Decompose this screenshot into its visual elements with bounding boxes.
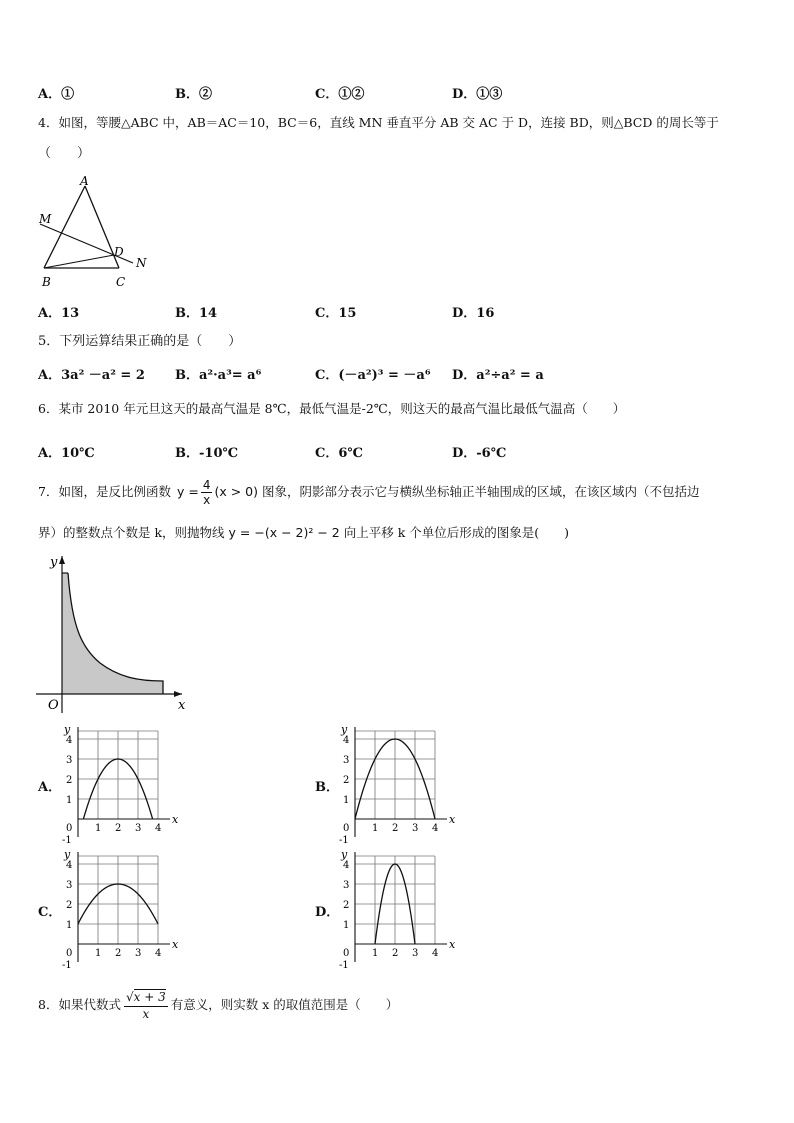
- x-tick-label: 3: [135, 823, 142, 834]
- q7-option-b-graph: [335, 715, 455, 843]
- main-origin-label: O: [48, 698, 59, 713]
- q7-option-c-graph: [58, 840, 178, 968]
- segment-bd: [44, 255, 114, 268]
- q5-option-a: A．3a² －a² = 2: [38, 368, 145, 383]
- y-tick-label: 1: [66, 795, 73, 806]
- x-tick-label: 1: [95, 823, 102, 834]
- y-tick-label: 4: [66, 860, 73, 871]
- x-tick-label: 4: [155, 823, 162, 834]
- q4-option-d: D．16: [452, 306, 495, 321]
- x-tick-label: 4: [155, 948, 162, 959]
- main-y-label: y: [50, 555, 58, 570]
- x-tick-label: 3: [412, 823, 419, 834]
- q7-line1: 7．如图，是反比例函数 y = $\frac{4}{x}$ (x > 0) 图象，阴影部分表示它与横纵坐标轴正半轴围成的区域，在该区域内（不包括边: [38, 477, 700, 507]
- q6-option-b: B．-10℃: [175, 446, 239, 461]
- q7-option-d-label: D．: [315, 905, 340, 920]
- q8-fraction: $\frac{√x + 3}{x}$: [125, 989, 166, 1021]
- neg-one-label: -1: [339, 835, 349, 843]
- x-tick-label: 3: [135, 948, 142, 959]
- q7-line2: 界）的整数点个数是 k，则抛物线 y = −(x − 2)² − 2 向上平移 k 个单位后形成的图象是( ): [38, 525, 570, 540]
- q5-option-c: C．(－a²)³ = －a⁶: [315, 368, 431, 383]
- q7-option-b-label: B．: [315, 780, 339, 795]
- x-tick-label: 1: [95, 948, 102, 959]
- y-tick-label: 4: [343, 860, 350, 871]
- q6-option-c: C．6℃: [315, 446, 363, 461]
- label-m: M: [39, 212, 52, 226]
- q6-option-d: D．-6℃: [452, 446, 507, 461]
- origin-label: 0: [343, 823, 350, 834]
- y-tick-label: 2: [343, 900, 350, 911]
- x-tick-label: 2: [115, 823, 122, 834]
- q3-option-d: D．①③: [452, 87, 503, 102]
- x-tick-label: 4: [432, 823, 439, 834]
- x-tick-label: 2: [392, 823, 399, 834]
- shaded-region: [62, 573, 163, 694]
- x-axis-label: x: [172, 813, 178, 826]
- y-tick-label: 3: [343, 755, 350, 766]
- x-tick-label: 1: [372, 823, 379, 834]
- main-x-label: x: [178, 698, 186, 713]
- x-tick-label: 3: [412, 948, 419, 959]
- x-tick-label: 2: [392, 948, 399, 959]
- q6-text: 6．某市 2010 年元旦这天的最高气温是 8℃，最低气温是-2℃，则这天的最高气温比最低气温高（ ）: [38, 401, 626, 416]
- q5-option-d: D．a²÷a² = a: [452, 368, 544, 383]
- q7-option-c-label: C．: [38, 905, 62, 920]
- origin-label: 0: [66, 823, 73, 834]
- q3-option-b: B．②: [175, 87, 213, 102]
- q7-option-d-graph: [335, 840, 455, 968]
- q7-fraction: $\frac{4}{x}$: [202, 477, 211, 507]
- q4-option-a: A．13: [38, 306, 80, 321]
- x-tick-label: 1: [372, 948, 379, 959]
- y-tick-label: 2: [66, 900, 73, 911]
- x-axis-label: x: [172, 938, 178, 951]
- q6-option-a: A．10℃: [38, 446, 95, 461]
- neg-one-label: -1: [62, 960, 72, 968]
- q5-option-b: B．a²·a³= a⁶: [175, 368, 262, 383]
- q4-text: 4．如图，等腰△ABC 中，AB＝AC＝10，BC＝6，直线 MN 垂直平分 AB 交 AC 于 D，连接 BD，则△BCD 的周长等于: [38, 115, 719, 130]
- q7-main-graph: [30, 548, 200, 713]
- x-tick-label: 4: [432, 948, 439, 959]
- y-axis-label: y: [341, 848, 348, 861]
- y-axis-label: y: [64, 723, 71, 736]
- label-b: B: [42, 275, 51, 289]
- y-axis-label: y: [64, 848, 71, 861]
- neg-one-label: -1: [339, 960, 349, 968]
- q5-text: 5．下列运算结果正确的是（ ）: [38, 334, 242, 349]
- q4-option-b: B．14: [175, 306, 218, 321]
- q8-line: 8．如果代数式 $\frac{√x + 3}{x}$ 有意义，则实数 x 的取值范围是（ ）: [38, 989, 399, 1021]
- x-axis-label: x: [449, 813, 455, 826]
- x-tick-label: 2: [115, 948, 122, 959]
- y-tick-label: 3: [66, 880, 73, 891]
- label-d: D: [114, 245, 124, 259]
- q4-triangle-figure: [30, 170, 160, 292]
- neg-one-label: -1: [62, 835, 72, 843]
- label-a: A: [80, 174, 89, 188]
- q4-option-c: C．15: [315, 306, 357, 321]
- y-axis-label: y: [341, 723, 348, 736]
- q3-option-a: A．①: [38, 87, 75, 102]
- origin-label: 0: [66, 948, 73, 959]
- y-tick-label: 3: [66, 755, 73, 766]
- y-tick-label: 3: [343, 880, 350, 891]
- y-tick-label: 1: [343, 920, 350, 931]
- origin-label: 0: [343, 948, 350, 959]
- q7-option-a-label: A．: [38, 780, 62, 795]
- q7-option-a-graph: [58, 715, 178, 843]
- side-ab: [44, 186, 85, 268]
- label-c: C: [116, 275, 126, 289]
- y-tick-label: 2: [343, 775, 350, 786]
- y-tick-label: 4: [343, 735, 350, 746]
- q4-blank: （ ）: [38, 146, 91, 161]
- label-n: N: [136, 256, 147, 270]
- y-tick-label: 4: [66, 735, 73, 746]
- y-tick-label: 2: [66, 775, 73, 786]
- x-axis-label: x: [449, 938, 455, 951]
- y-tick-label: 1: [343, 795, 350, 806]
- q3-option-c: C．①②: [315, 87, 365, 102]
- y-tick-label: 1: [66, 920, 73, 931]
